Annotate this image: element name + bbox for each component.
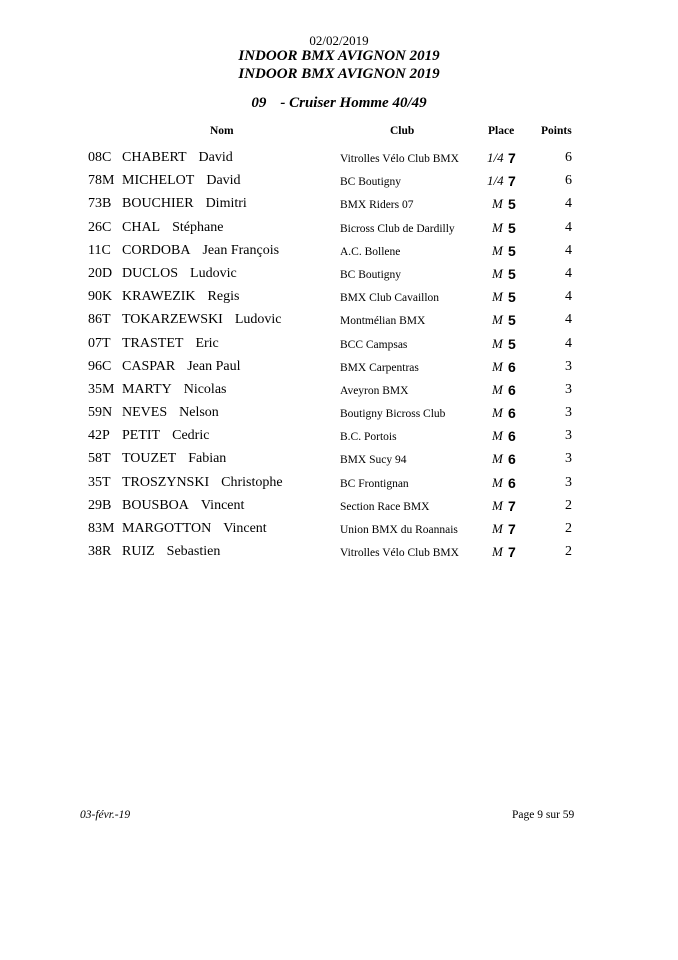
- rider-plate: 26C: [88, 219, 112, 235]
- place-value: 5: [508, 219, 516, 236]
- rider-name: [122, 544, 220, 560]
- rider-last-name: TOUZET: [122, 451, 177, 467]
- place-qualifier: M: [492, 312, 503, 328]
- rider-plate: 38R: [88, 544, 112, 560]
- rider-plate: 83M: [88, 521, 115, 536]
- place-qualifier: M: [492, 242, 503, 258]
- place-value: 6: [508, 405, 516, 422]
- rider-name: [122, 428, 209, 444]
- rider-last-name: DUCLOS: [122, 265, 179, 281]
- points-value: 4: [565, 289, 572, 305]
- rider-last-name: CORDOBA: [122, 242, 191, 258]
- rider-name: [122, 475, 283, 491]
- place-qualifier: M: [492, 405, 503, 421]
- place-qualifier: M: [492, 196, 503, 212]
- points-value: 3: [565, 474, 572, 490]
- rider-last-name: BOUSBOA: [122, 497, 189, 513]
- points-value: 6: [565, 173, 572, 189]
- rider-club: B.C. Portois: [340, 431, 397, 444]
- rider-last-name: TOKARZEWSKI: [122, 312, 223, 328]
- place-qualifier: M: [492, 381, 503, 397]
- points-value: 3: [565, 358, 572, 374]
- event-title-repeat: INDOOR BMX AVIGNON 2019: [238, 66, 440, 82]
- points-value: 4: [565, 219, 572, 235]
- place-qualifier: 1/4: [487, 173, 504, 189]
- place-qualifier: M: [492, 289, 503, 305]
- rider-first-name: Ludovic: [190, 265, 237, 281]
- rider-club: Boutigny Bicross Club: [340, 408, 446, 421]
- rider-first-name: Stéphane: [172, 219, 224, 235]
- place-qualifier: M: [492, 265, 503, 281]
- table-row: [0, 426, 678, 449]
- rider-last-name: TRASTET: [122, 335, 184, 351]
- rider-club: Vitrolles Vélo Club BMX: [340, 547, 459, 560]
- rider-plate: 29B: [88, 497, 112, 513]
- column-header-points: Points: [541, 125, 572, 137]
- rider-plate: 42P: [88, 428, 110, 444]
- rider-first-name: Christophe: [221, 474, 283, 490]
- rider-plate: 86T: [88, 312, 111, 328]
- place-qualifier: M: [492, 521, 503, 536]
- results-table: [0, 148, 678, 565]
- rider-last-name: TROSZYNSKI: [122, 474, 210, 490]
- rider-last-name: MARGOTTON: [122, 521, 212, 536]
- place-value: 5: [508, 289, 516, 306]
- rider-plate: 20D: [88, 265, 113, 281]
- rider-plate: 11C: [88, 242, 111, 258]
- event-title: INDOOR BMX AVIGNON 2019: [238, 48, 440, 64]
- document-date: 02/02/2019: [309, 33, 369, 48]
- rider-first-name: Sebastien: [166, 544, 221, 560]
- table-row: [0, 380, 678, 403]
- rider-last-name: BOUCHIER: [122, 196, 194, 212]
- column-header-nom: Nom: [210, 125, 234, 137]
- rider-plate: 90K: [88, 289, 113, 305]
- place-qualifier: M: [492, 451, 503, 467]
- rider-plate: 73B: [88, 196, 112, 212]
- points-value: 4: [565, 196, 572, 212]
- place-value: 6: [508, 428, 516, 445]
- rider-first-name: Nelson: [179, 405, 219, 421]
- rider-plate: 35T: [88, 474, 111, 490]
- points-value: 3: [565, 405, 572, 421]
- place-value: 7: [508, 544, 516, 561]
- rider-plate: 07T: [88, 335, 111, 351]
- rider-club: BMX Club Cavaillon: [340, 292, 440, 305]
- rider-name: [122, 382, 226, 398]
- points-value: 4: [565, 265, 572, 281]
- rider-first-name: Eric: [195, 335, 219, 351]
- points-value: 6: [565, 150, 572, 165]
- place-qualifier: M: [492, 358, 503, 374]
- points-value: 4: [565, 312, 572, 328]
- rider-name: [122, 196, 247, 212]
- points-value: 3: [565, 381, 572, 397]
- points-value: 3: [565, 428, 572, 444]
- rider-name: [122, 289, 239, 305]
- table-row: [0, 148, 678, 171]
- rider-name: [122, 498, 244, 514]
- rider-first-name: Cedric: [172, 428, 210, 444]
- rider-name: [122, 521, 267, 537]
- rider-first-name: Vincent: [200, 497, 245, 513]
- place-qualifier: M: [492, 428, 503, 444]
- rider-first-name: Jean Paul: [187, 358, 241, 374]
- page-number: Page 9 sur 59: [512, 809, 575, 821]
- rider-name: [122, 173, 241, 189]
- rider-club: BMX Carpentras: [340, 361, 419, 374]
- rider-club: BC Frontignan: [340, 477, 409, 490]
- place-value: 5: [508, 312, 516, 329]
- table-row: [0, 542, 678, 565]
- rider-plate: 59N: [88, 405, 113, 421]
- place-value: 6: [508, 474, 516, 491]
- points-value: 2: [565, 544, 572, 560]
- rider-last-name: NEVES: [122, 405, 168, 421]
- place-value: 5: [508, 196, 516, 213]
- place-value: 5: [508, 242, 516, 259]
- place-qualifier: M: [492, 219, 503, 235]
- category-number: 09: [251, 95, 267, 111]
- table-row: [0, 287, 678, 310]
- points-value: 2: [565, 497, 572, 513]
- rider-club: Union BMX du Roannais: [340, 524, 458, 536]
- category-heading: [0, 95, 678, 112]
- table-row: [0, 357, 678, 380]
- table-row: [0, 264, 678, 287]
- rider-first-name: Nicolas: [183, 381, 227, 397]
- column-header-place: Place: [488, 125, 515, 137]
- points-value: 4: [565, 335, 572, 351]
- rider-club: BC Boutigny: [340, 268, 402, 281]
- table-row: [0, 473, 678, 496]
- points-value: 3: [565, 451, 572, 467]
- rider-name: [122, 359, 240, 375]
- rider-first-name: David: [206, 173, 241, 189]
- rider-plate: 08C: [88, 150, 112, 165]
- rider-last-name: KRAWEZIK: [122, 289, 196, 305]
- rider-plate: 96C: [88, 358, 112, 374]
- rider-plate: 35M: [88, 381, 115, 397]
- table-row: [0, 218, 678, 241]
- rider-name: [122, 220, 223, 236]
- rider-plate: 58T: [88, 451, 111, 467]
- rider-last-name: MARTY: [122, 381, 172, 397]
- rider-name: [122, 405, 219, 421]
- footer-date: 03-févr.-19: [80, 809, 131, 821]
- place-value: 6: [508, 381, 516, 398]
- place-qualifier: M: [492, 335, 503, 351]
- rider-club: BCC Campsas: [340, 338, 408, 351]
- place-value: 5: [508, 335, 516, 352]
- rider-first-name: David: [198, 150, 233, 165]
- rider-last-name: MICHELOT: [122, 173, 195, 189]
- rider-name: [122, 336, 219, 352]
- table-row: [0, 310, 678, 333]
- place-value: 7: [508, 521, 516, 537]
- place-qualifier: 1/4: [487, 150, 504, 165]
- rider-first-name: Ludovic: [234, 312, 282, 328]
- rider-last-name: PETIT: [122, 428, 161, 444]
- table-row: [0, 496, 678, 519]
- rider-club: Aveyron BMX: [340, 384, 409, 397]
- column-header-club: Club: [390, 125, 415, 137]
- table-row: [0, 449, 678, 472]
- rider-first-name: Vincent: [223, 521, 267, 536]
- rider-plate: 78M: [88, 173, 115, 189]
- place-value: 6: [508, 358, 516, 375]
- table-row: [0, 334, 678, 357]
- rider-club: Montmélian BMX: [340, 315, 426, 328]
- rider-last-name: CASPAR: [122, 358, 176, 374]
- rider-club: BMX Sucy 94: [340, 454, 407, 467]
- rider-club: A.C. Bollene: [340, 245, 401, 258]
- rider-first-name: Dimitri: [205, 196, 247, 212]
- place-value: 6: [508, 451, 516, 468]
- rider-first-name: Regis: [207, 289, 240, 305]
- place-qualifier: M: [492, 497, 503, 513]
- rider-last-name: CHABERT: [122, 150, 187, 165]
- rider-last-name: CHAL: [122, 219, 161, 235]
- rider-club: BC Boutigny: [340, 176, 402, 189]
- rider-name: [122, 451, 226, 467]
- rider-name: [122, 266, 237, 282]
- points-value: 2: [565, 521, 572, 536]
- place-value: 7: [508, 173, 516, 190]
- rider-club: Vitrolles Vélo Club BMX: [340, 153, 459, 165]
- rider-name: [122, 243, 279, 259]
- table-row: [0, 171, 678, 194]
- rider-name: [122, 312, 282, 328]
- rider-name: [122, 150, 233, 166]
- table-row: [0, 403, 678, 426]
- place-qualifier: M: [492, 544, 503, 560]
- points-value: 4: [565, 242, 572, 258]
- rider-club: Section Race BMX: [340, 500, 430, 513]
- rider-club: Bicross Club de Dardilly: [340, 222, 455, 235]
- rider-first-name: Jean François: [202, 242, 280, 258]
- place-value: 7: [508, 150, 516, 166]
- table-row: [0, 194, 678, 217]
- rider-club: BMX Riders 07: [340, 199, 414, 212]
- place-value: 5: [508, 265, 516, 282]
- rider-last-name: RUIZ: [122, 544, 155, 560]
- table-row: [0, 241, 678, 264]
- category-name: - Cruiser Homme 40/49: [280, 95, 427, 111]
- table-row: [0, 519, 678, 542]
- place-value: 7: [508, 497, 516, 514]
- place-qualifier: M: [492, 474, 503, 490]
- rider-first-name: Fabian: [188, 451, 227, 467]
